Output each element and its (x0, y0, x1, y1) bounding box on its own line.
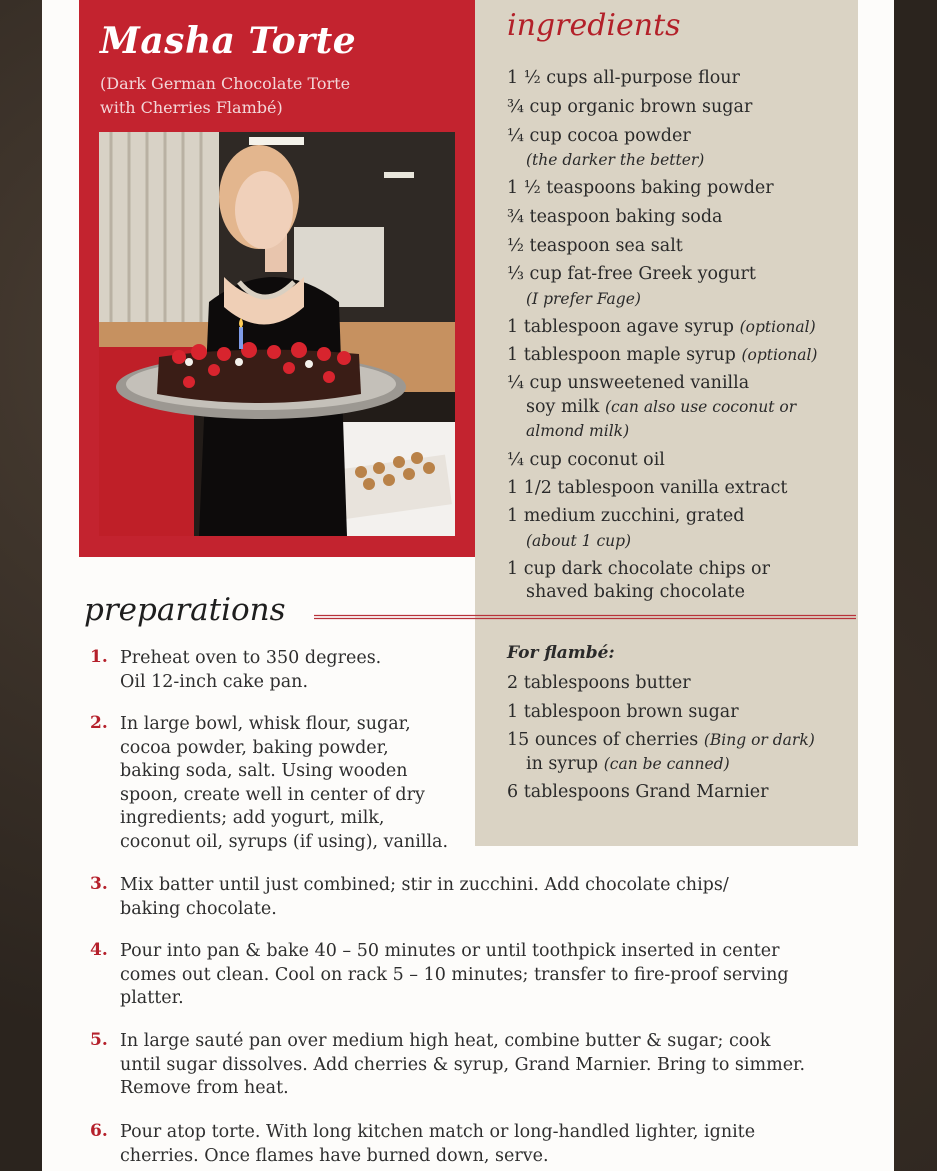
ingredient-sea-salt: ½ teaspoon sea salt (507, 236, 683, 256)
flambe-grand-marnier: 6 tablespoons Grand Marnier (507, 782, 769, 802)
ingredient-zucchini: 1 medium zucchini, grated (507, 506, 745, 526)
step-6-text: Pour atop torte. With long kitchen match or long-handled lighter, ignite cherries. Once flames have burned down, serve. (120, 1122, 756, 1166)
ingredient-agave: 1 tablespoon agave syrup (optional) (507, 317, 816, 337)
ingredient-cocoa: ¼ cup cocoa powder (507, 126, 691, 146)
flambe-heading: For flambé: (507, 643, 615, 663)
recipe-card (42, 0, 894, 1171)
step-1-text: Preheat oven to 350 degrees. Oil 12-inch cake pan. (120, 648, 382, 692)
ingredient-chocolate: 1 cup dark chocolate chips or (507, 559, 770, 579)
ingredient-zucchini-note: (about 1 cup) (526, 532, 632, 550)
ingredient-baking-powder: 1 ½ teaspoons baking powder (507, 178, 774, 198)
ingredient-yogurt: ⅓ cup fat-free Greek yogurt (507, 264, 756, 284)
ingredient-yogurt-note: (I prefer Fage) (526, 290, 641, 308)
flambe-brown-sugar: 1 tablespoon brown sugar (507, 702, 739, 722)
flambe-butter: 2 tablespoons butter (507, 673, 691, 693)
flambe-cherries: 15 ounces of cherries (Bing or dark) (507, 730, 815, 750)
preparations-heading: preparations (84, 592, 286, 628)
ingredient-chocolate-cont: shaved baking chocolate (526, 582, 745, 602)
step-1-number: 1. (90, 647, 108, 667)
ingredients-heading: ingredients (507, 8, 681, 43)
ingredient-vanilla: 1 1/2 tablespoon vanilla extract (507, 478, 788, 498)
heading-divider (314, 614, 856, 620)
ingredient-maple: 1 tablespoon maple syrup (optional) (507, 345, 818, 365)
ingredient-soy-milk-cont: soy milk (can also use coconut or (526, 397, 797, 417)
step-4-number: 4. (90, 940, 108, 960)
recipe-subtitle-line-1: (Dark German Chocolate Torte (100, 74, 351, 93)
step-5-number: 5. (90, 1030, 108, 1050)
ingredient-brown-sugar: ¾ cup organic brown sugar (507, 97, 753, 117)
ingredient-baking-soda: ¾ teaspoon baking soda (507, 207, 723, 227)
step-3-text: Mix batter until just combined; stir in zucchini. Add chocolate chips/ baking chocolate. (120, 875, 729, 919)
flambe-cherries-cont: in syrup (can be canned) (526, 754, 730, 774)
step-5-text: In large sauté pan over medium high heat, combine butter & sugar; cook until sugar dissolves. Add cherries & syrup, Grand Marnier. Bring to simmer. Remove from heat. (120, 1031, 806, 1098)
ingredient-flour: 1 ½ cups all-purpose flour (507, 68, 740, 88)
ingredient-soy-milk: ¼ cup unsweetened vanilla (507, 373, 750, 393)
chef-photo (99, 132, 455, 536)
step-2-number: 2. (90, 713, 108, 733)
step-4-text: Pour into pan & bake 40 – 50 minutes or until toothpick inserted in center comes out clean. Cool on rack 5 – 10 minutes; transfer to fire-proof serving platter. (120, 941, 789, 1008)
step-2-text: In large bowl, whisk flour, sugar, cocoa powder, baking powder, baking soda, salt. Using wooden spoon, create well in center of dry ingredients; add yogurt, milk, coconut oil, syrups (if using), vanilla. (120, 714, 449, 852)
step-6-number: 6. (90, 1121, 108, 1141)
recipe-title: Masha Torte (100, 20, 357, 62)
ingredient-cocoa-note: (the darker the better) (526, 151, 705, 169)
recipe-subtitle-line-2: with Cherries Flambé) (100, 98, 283, 117)
step-3-number: 3. (90, 874, 108, 894)
ingredient-coconut-oil: ¼ cup coconut oil (507, 450, 665, 470)
ingredient-soy-milk-note: almond milk) (526, 422, 630, 440)
